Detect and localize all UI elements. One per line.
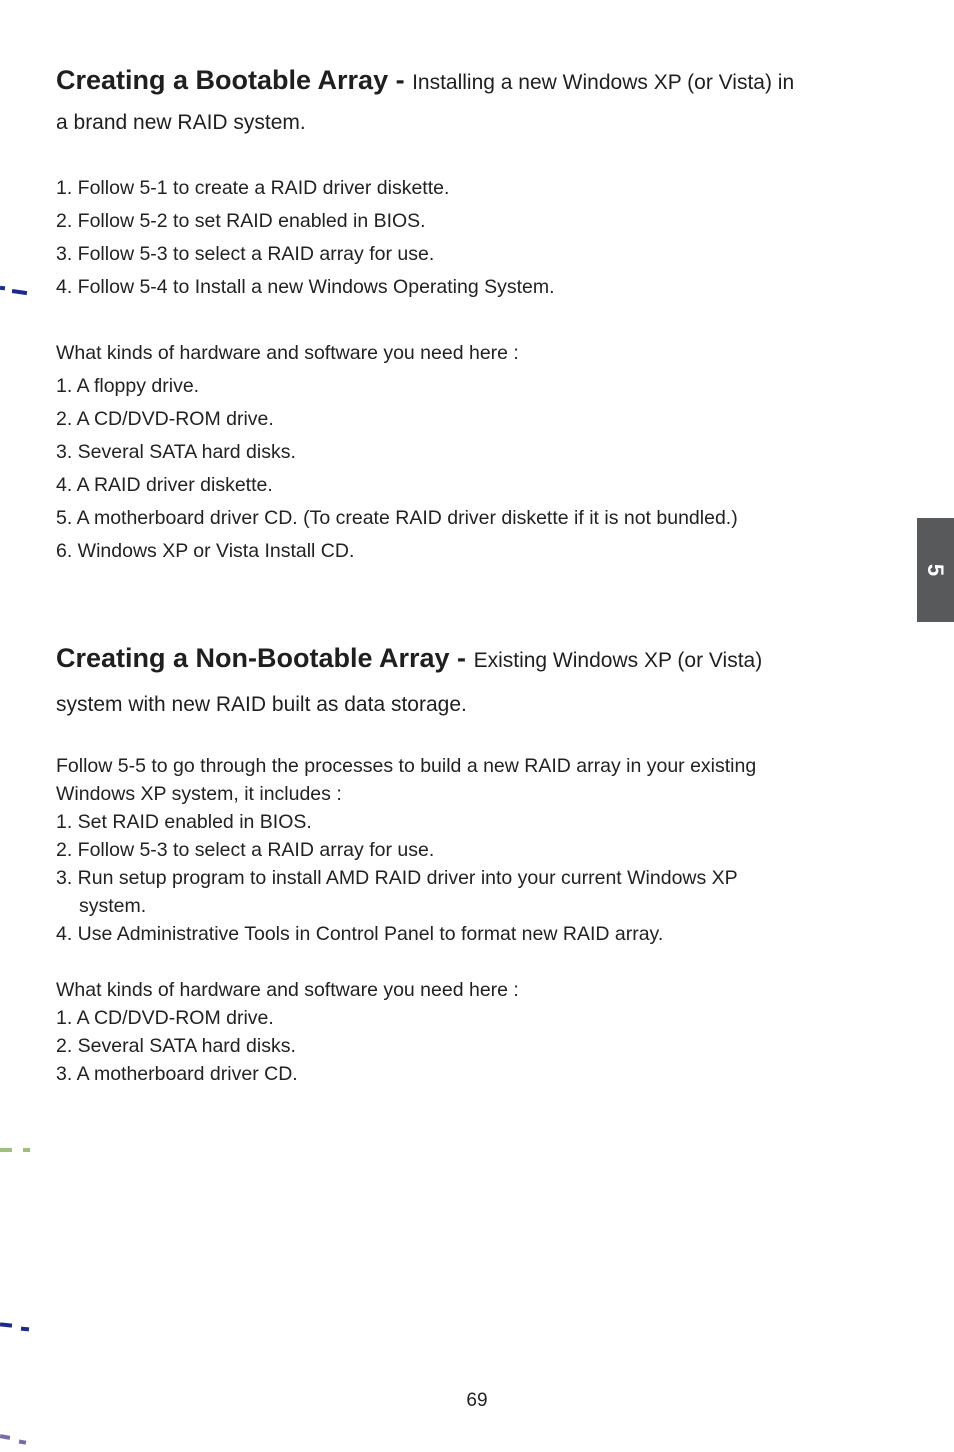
dash-mark (0, 1434, 10, 1440)
list-item-continuation: system. (79, 895, 147, 917)
dash-mark (23, 1148, 30, 1152)
edge-dash-marks (0, 0, 40, 1452)
dash-mark (21, 1327, 29, 1332)
list-item: 1. Set RAID enabled in BIOS. (56, 811, 312, 833)
bootable-steps-list (56, 172, 906, 304)
list-item: 1. A CD/DVD-ROM drive. (56, 1007, 274, 1029)
list-item: 4. A RAID driver diskette. (56, 474, 273, 496)
list-item: 3. A motherboard driver CD. (56, 1063, 298, 1085)
page-number: 69 (466, 1390, 488, 1411)
dash-mark (12, 289, 27, 295)
section-bootable-subtitle-line1: Installing a new Windows XP (or Vista) in (412, 71, 795, 94)
list-item: 5. A motherboard driver CD. (To create RAID driver diskette if it is not bundled.) (56, 507, 738, 529)
chapter-tab (917, 518, 954, 622)
dash-mark (0, 286, 5, 291)
intro-line: Windows XP system, it includes : (56, 783, 342, 805)
needs-title: What kinds of hardware and software you need here : (56, 342, 519, 364)
non-bootable-intro (56, 752, 906, 808)
list-item: 3. Follow 5-3 to select a RAID array for use. (56, 243, 435, 265)
list-item: 4. Follow 5-4 to Install a new Windows Operating System. (56, 276, 555, 298)
dash-mark (0, 1148, 12, 1152)
section-non-bootable-title: Creating a Non-Bootable Array - (56, 643, 474, 673)
list-item: 1. Follow 5-1 to create a RAID driver diskette. (56, 177, 450, 199)
dash-mark (19, 1440, 27, 1445)
list-item: 2. A CD/DVD-ROM drive. (56, 408, 274, 430)
intro-line: Follow 5-5 to go through the processes to build a new RAID array in your existing (56, 755, 757, 777)
list-item: 2. Several SATA hard disks. (56, 1035, 296, 1057)
section-bootable-heading (56, 60, 906, 143)
list-item: 2. Follow 5-3 to select a RAID array for use. (56, 839, 435, 861)
section-non-bootable-heading (56, 636, 906, 727)
list-item: 6. Windows XP or Vista Install CD. (56, 540, 355, 562)
list-item: 3. Several SATA hard disks. (56, 441, 296, 463)
section-non-bootable-subtitle-line1: Existing Windows XP (or Vista) (473, 649, 763, 672)
list-item: 2. Follow 5-2 to set RAID enabled in BIOS. (56, 210, 426, 232)
section-bootable-subtitle-line2: a brand new RAID system. (56, 111, 306, 134)
section-non-bootable-subtitle-line2: system with new RAID built as data storage. (56, 693, 467, 716)
chapter-number: 5 (923, 563, 949, 577)
list-item: 4. Use Administrative Tools in Control Panel to format new RAID array. (56, 923, 664, 945)
dash-mark (0, 1322, 12, 1327)
needs-title: What kinds of hardware and software you need here : (56, 979, 519, 1001)
list-item: 3. Run setup program to install AMD RAID driver into your current Windows XP (56, 867, 738, 889)
non-bootable-needs-list (56, 976, 906, 1088)
list-item-continued (56, 892, 906, 920)
list-item: 1. A floppy drive. (56, 375, 200, 397)
bootable-needs-list (56, 337, 906, 568)
non-bootable-steps-list (56, 808, 906, 948)
section-bootable-title: Creating a Bootable Array - (56, 65, 413, 95)
